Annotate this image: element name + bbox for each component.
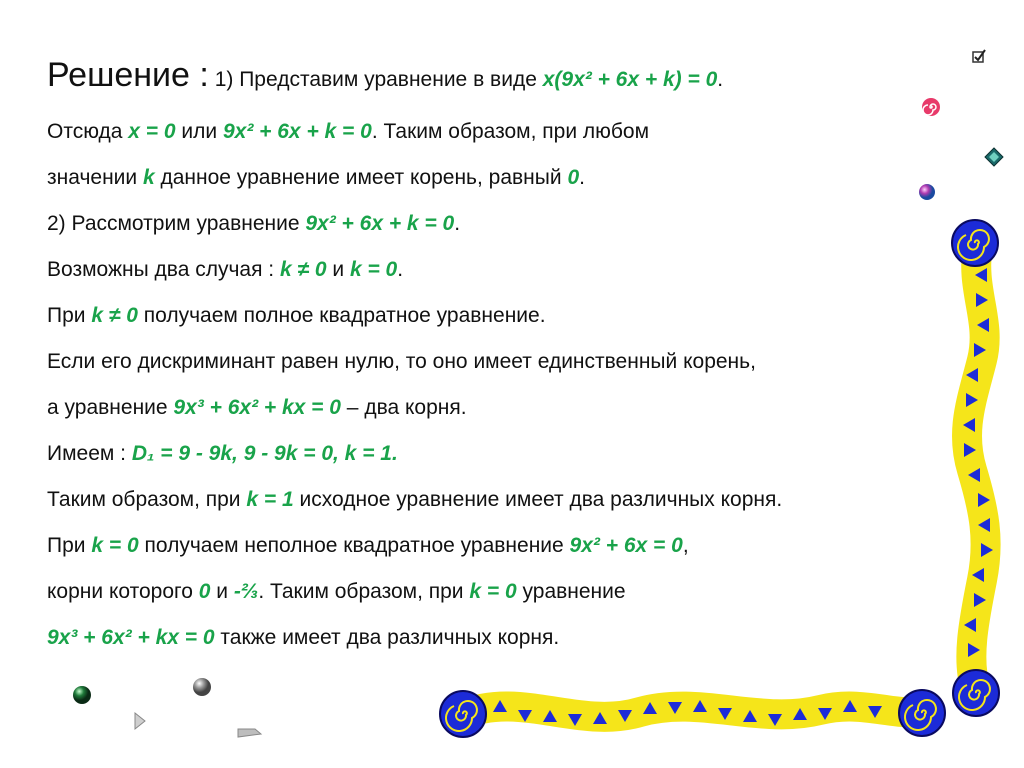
text-segment: корни которого [47,580,199,603]
math-expression: 0 [567,166,580,189]
text-segment: – два корня. [340,396,467,419]
text-segment: значении [47,166,143,189]
text-segment: . [717,68,724,91]
text-segment: . [397,258,404,281]
text-segment: Отсюда [47,120,129,143]
text-segment: . Таким образом, при [258,580,470,603]
text-segment: . Таким образом, при любом [371,120,650,143]
math-expression: 9x³ + 6x² + kx = 0 [47,626,215,649]
text-segment: 1) Представим уравнение в виде [214,68,543,91]
math-expression: k = 0 [91,534,139,557]
text-segment: и [210,580,234,603]
math-expression: x(9x² + 6x + k) = 0 [542,68,718,91]
math-expression: k = 0 [469,580,517,603]
math-expression: x = 0 [128,120,176,143]
text-segment: и [326,258,350,281]
text-segment: получаем неполное квадратное уравнение [138,534,570,557]
math-expression: k ≠ 0 [91,304,138,327]
text-segment: также имеет два различных корня. [214,626,560,649]
math-expression: -⅔ [233,580,259,603]
math-expression: k ≠ 0 [279,258,327,281]
math-expression: 0 [198,580,211,603]
text-segment: уравнение [516,580,626,603]
math-expression: k [142,166,155,189]
math-expression: 9x³ + 6x² + kx = 0 [173,396,341,419]
text-segment: получаем полное квадратное уравнение. [137,304,546,327]
text-segment: Имеем : [47,442,132,465]
text-segment: Если его дискриминант равен нулю, то оно имеет единственный корень, [47,350,756,373]
math-expression: 9x² + 6x = 0 [569,534,683,557]
text-segment: . [454,212,461,235]
heading: Решение : [47,56,209,94]
math-expression: k = 0 [349,258,398,281]
text-segment: При [47,534,92,557]
text-segment: Возможны два случая : [47,258,280,281]
math-expression: k = 1 [246,488,294,511]
text-segment: данное уравнение имеет корень, равный [154,166,568,189]
math-expression: D₁ = 9 - 9k, 9 - 9k = 0, k = 1. [131,442,398,465]
text-segment: а уравнение [47,396,174,419]
text-segment: . [579,166,585,189]
text-segment: или [175,120,223,143]
math-expression: 9x² + 6x + k = 0 [305,212,455,235]
math-expression: 9x² + 6x + k = 0 [222,120,372,143]
text-segment: Таким образом, при [47,488,247,511]
text-segment: исходное уравнение имеет два различных корня. [293,488,783,511]
text-segment: , [682,534,689,557]
text-segment: 2) Рассмотрим уравнение [47,212,306,235]
text-segment: При [47,304,92,327]
